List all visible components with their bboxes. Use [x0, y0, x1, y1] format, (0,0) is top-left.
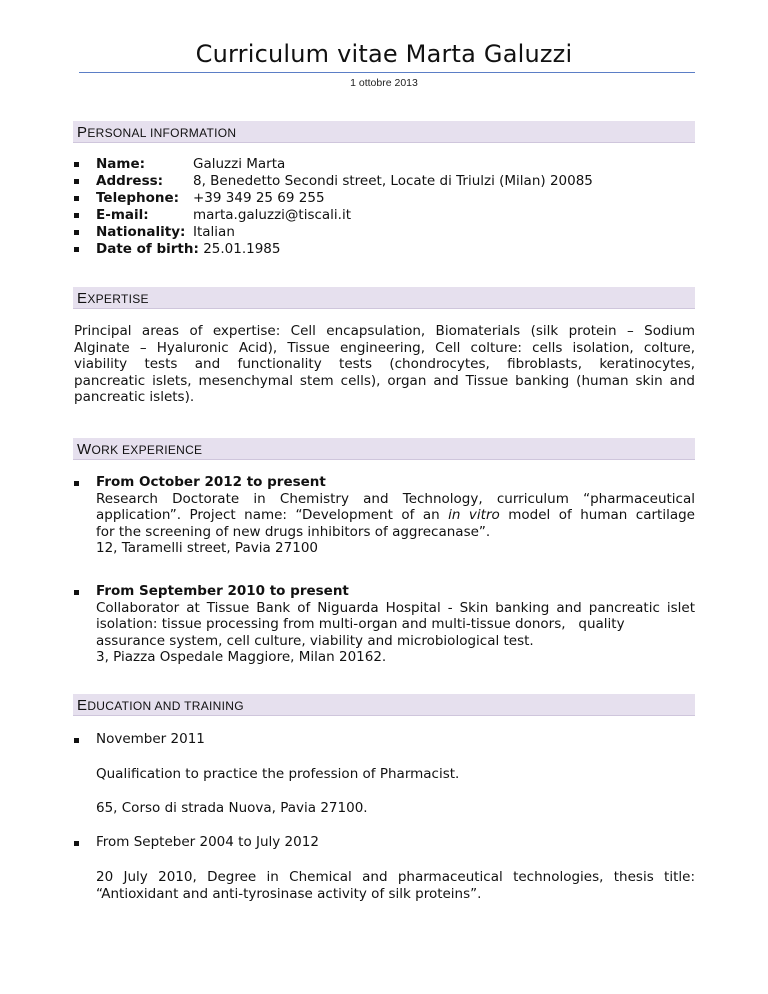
- bullet-icon: [74, 213, 79, 218]
- section-heading-education-training: EDUCATION AND TRAINING: [73, 694, 695, 716]
- bullet-icon: [74, 590, 79, 595]
- education-entry-2-period: From Septeber 2004 to July 2012: [96, 834, 319, 850]
- work-entry-2: From September 2010 to present Collaborator at Tissue Bank of Niguarda Hospital - Skin banking and pancreatic islet isolation: tissue processing from multi-organ and multi-tissue donors, quality assurance system, cell culture, viability and microbiological test. 3, Piazza Ospedale Maggiore, Milan 20162.: [96, 583, 695, 665]
- work-entry-2-period: From September 2010 to present: [96, 583, 349, 599]
- document-title: Curriculum vitae Marta Galuzzi: [195, 40, 573, 68]
- bullet-icon: [74, 738, 79, 743]
- document-date: 1 ottobre 2013: [350, 77, 418, 89]
- section-heading-personal-information: PERSONAL INFORMATION: [73, 121, 695, 143]
- bullet-icon: [74, 841, 79, 846]
- work-entry-1-period: From October 2012 to present: [96, 474, 326, 490]
- education-entry-1-line2: 65, Corso di strada Nuova, Pavia 27100.: [96, 800, 368, 816]
- personal-item-name: Name: Galuzzi Marta: [96, 156, 286, 172]
- bullet-icon: [74, 247, 79, 252]
- personal-item-address: Address: 8, Benedetto Secondi street, Locate di Triulzi (Milan) 20085: [96, 173, 593, 189]
- bullet-icon: [74, 481, 79, 486]
- work-entry-1: From October 2012 to present Research Doctorate in Chemistry and Technology, curriculum “pharmaceutical application”. Project name: “Development of an in vitro model of human cartilage for the screening of new drugs inhibitors of aggrecanase”. 12, Taramelli street, Pavia 27100: [96, 474, 695, 556]
- personal-item-nationality: Nationality: Italian: [96, 224, 235, 240]
- bullet-icon: [74, 179, 79, 184]
- personal-item-telephone: Telephone: +39 349 25 69 255: [96, 190, 325, 206]
- education-entry-2-text: 20 July 2010, Degree in Chemical and pharmaceutical technologies, thesis title: “Antioxidant and anti-tyrosinase activity of silk proteins”.: [96, 869, 695, 902]
- section-heading-work-experience: WORK EXPERIENCE: [73, 438, 695, 460]
- bullet-icon: [74, 196, 79, 201]
- bullet-icon: [74, 162, 79, 167]
- expertise-paragraph: Principal areas of expertise: Cell encapsulation, Biomaterials (silk protein – Sodium Alginate – Hyaluronic Acid), Tissue engineering, Cell colture: cells isolation, colture, viability tests and functionality tests (chondrocytes, fibroblasts, keratinocytes, pancreatic islets, mesenchymal stem cells), organ and Tissue banking (human skin and pancreatic islets).: [74, 323, 695, 405]
- title-underline: [79, 72, 695, 73]
- personal-item-date-of-birth: Date of birth: 25.01.1985: [96, 241, 281, 257]
- education-entry-1-line1: Qualification to practice the profession of Pharmacist.: [96, 766, 460, 782]
- bullet-icon: [74, 230, 79, 235]
- section-heading-expertise: EXPERTISE: [73, 287, 695, 309]
- education-entry-1-period: November 2011: [96, 731, 205, 747]
- personal-item-email: E-mail: marta.galuzzi@tiscali.it: [96, 207, 352, 223]
